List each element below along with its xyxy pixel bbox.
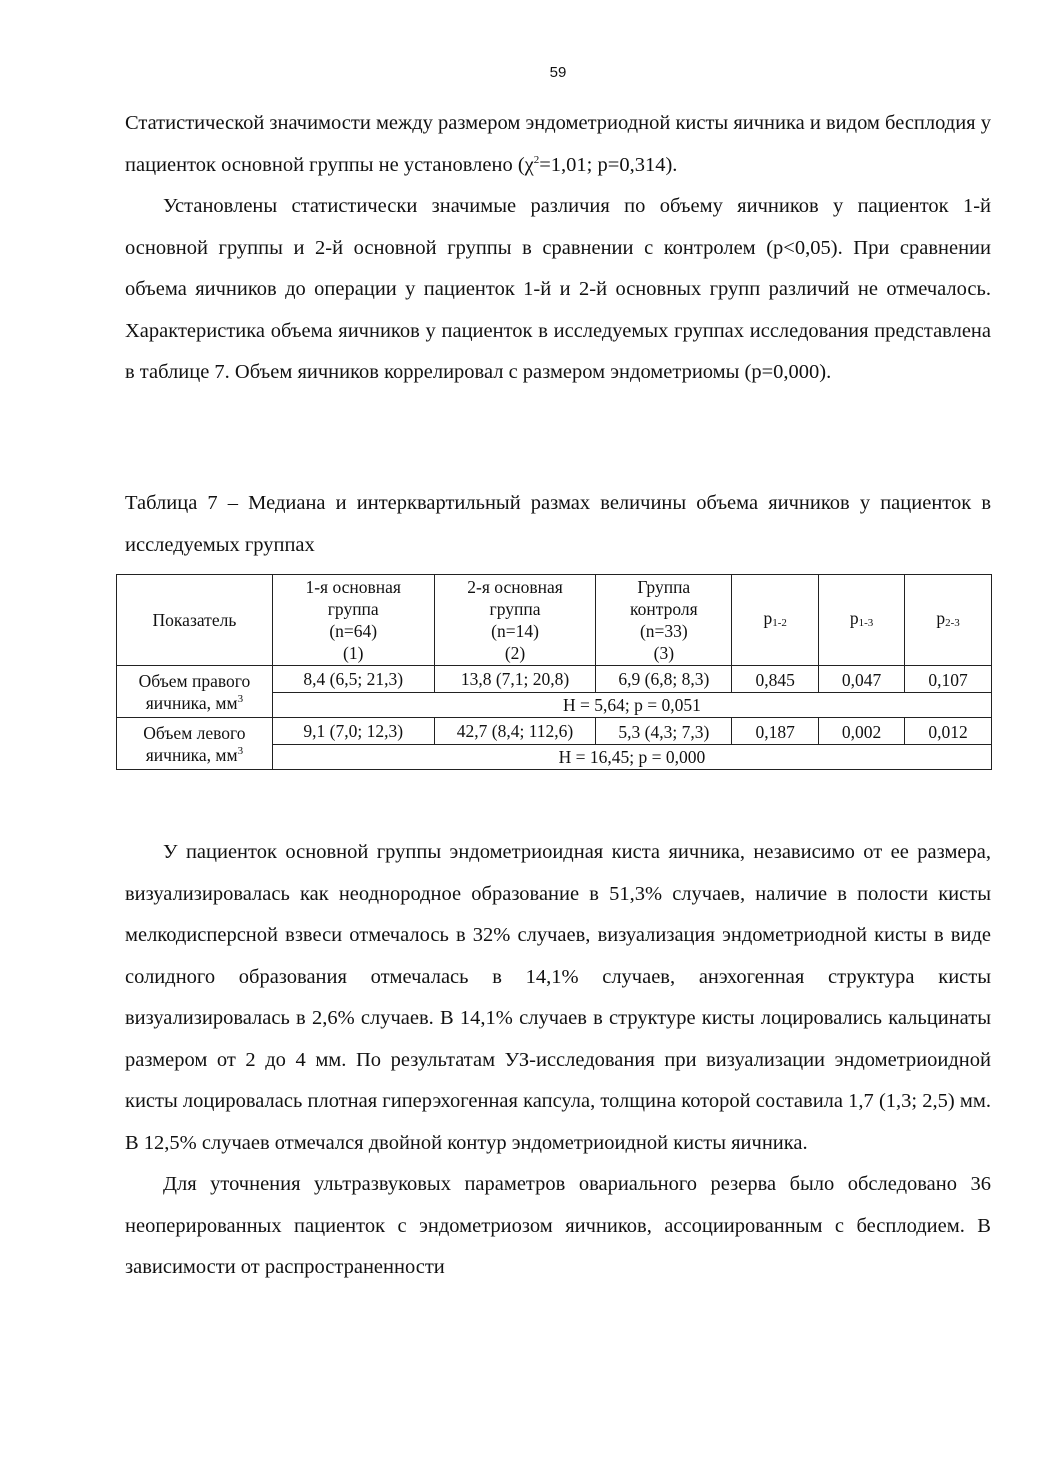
cell-right-g2: 13,8 (7,1; 20,8) xyxy=(434,666,596,693)
cell-left-p13: 0,002 xyxy=(819,718,905,745)
top-text xyxy=(125,103,991,394)
cell-right-p23: 0,107 xyxy=(905,666,992,693)
cell-right-p12: 0,845 xyxy=(732,666,819,693)
table-row-left-ovary xyxy=(117,718,992,745)
paragraph-ovary-volume: Установлены статистически значимые различия по объему яичников у пациенток 1-й основной группы и 2-й основной группы в сравнении с контролем (p<0,05). При сравнении объема яичников до операции у пациенток 1-й и 2-й основных групп различий не отмечалось. Характеристика объема яичников у пациенток в исследуемых группах исследования представлена в таблице 7. Объем яичников коррелировал с размером эндометриомы (p=0,000). xyxy=(125,195,991,383)
page-number: 59 xyxy=(549,64,567,81)
header-group-2: 2-я основная группа (n=14) (2) xyxy=(434,575,596,666)
paragraph-ovarian-reserve: Для уточнения ультразвуковых параметров овариального резерва было обследовано 36 неоперированных пациенток с эндометриозом яичников, ассоциированным с бесплодием. В зависимости от распространенности xyxy=(125,1173,991,1278)
cell-left-g1: 9,1 (7,0; 12,3) xyxy=(272,718,434,745)
bottom-text xyxy=(125,832,991,1289)
table-row-right-ovary xyxy=(117,666,992,693)
cell-left-p23: 0,012 xyxy=(905,718,992,745)
cell-right-g1: 8,4 (6,5; 21,3) xyxy=(272,666,434,693)
header-p-1-3: $p_{1-3}$ xyxy=(819,575,905,666)
cell-right-g3: 6,9 (6,8; 8,3) xyxy=(596,666,732,693)
header-group-1: 1-я основная группа (n=64) (1) xyxy=(272,575,434,666)
header-p-1-2: $p_{1-2}$ xyxy=(732,575,819,666)
cell-right-kruskal-stat: H = 5,64; p = 0,051 xyxy=(272,693,991,718)
paragraph-chi-square: Статистической значимости между размером эндометриодной кисты яичника и видом бесплодия у пациенток основной группы не установлено ($\chi^2=1,01$; p=0,314). xyxy=(125,112,991,176)
cell-left-kruskal-stat: H = 16,45; p = 0,000 xyxy=(272,745,991,770)
table-caption: Таблица 7 – Медиана и интерквартильный размах величины объема яичников у пациенток в исследуемых группах xyxy=(125,492,991,556)
ovary-volume-table xyxy=(116,574,992,770)
paragraph-ultrasound-findings: У пациенток основной группы эндометриоидная киста яичника, независимо от ее размера, визуализировалась как неоднородное образование в 51,3% случаев, наличие в полости кисты мелкодисперсной взвеси отмечалось в 32% случаев, визуализация эндометриодной кисты в виде солидного образования отмечалась в 14,1% случаев, анэхогенная структура кисты визуализировалась в 2,6% случаев. В 14,1% случаев в структуре кисты лоцировались кальцинаты размером от 2 до 4 мм. По результатам УЗ-исследования при визуализации эндометриоидной кисты лоцировалась плотная гиперэхогенная капсула, толщина которой составила 1,7 (1,3; 2,5) мм. В 12,5% случаев отмечался двойной контур эндометриоидной кисты яичника. xyxy=(125,841,991,1154)
cell-left-g3: 5,3 (4,3; 7,3) xyxy=(596,718,732,745)
table-header-row xyxy=(117,575,992,666)
cell-left-g2: 42,7 (8,4; 112,6) xyxy=(434,718,596,745)
header-indicator: Показатель xyxy=(117,575,273,666)
cell-left-p12: 0,187 xyxy=(732,718,819,745)
header-p-2-3: $p_{2-3}$ xyxy=(905,575,992,666)
row-label-right-ovary: Объем правого яичника, $мм^3$ xyxy=(117,666,273,718)
cell-right-p13: 0,047 xyxy=(819,666,905,693)
row-label-left-ovary: Объем левого яичника, $мм^3$ xyxy=(117,718,273,770)
header-control-group: Группа контроля (n=33) (3) xyxy=(596,575,732,666)
